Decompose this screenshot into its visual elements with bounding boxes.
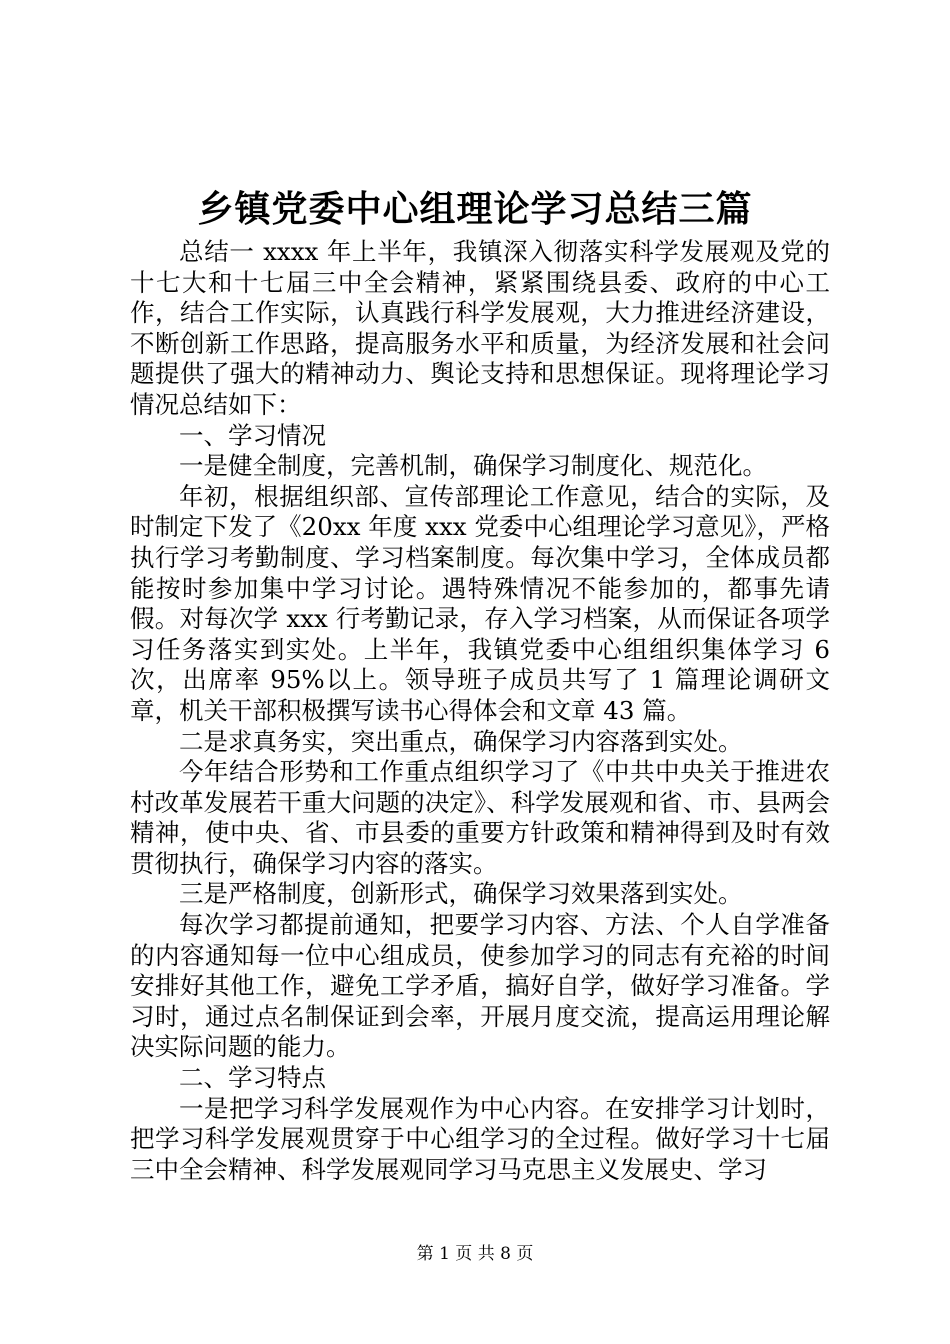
subheading-system: 一是健全制度，完善机制，确保学习制度化、规范化。 [179, 451, 767, 481]
subheading-effect: 三是严格制度，创新形式，确保学习效果落到实处。 [179, 879, 743, 909]
paragraph-intro: 总结一 xxxx 年上半年，我镇深入彻落实科学发展观及党的十七大和十七届三中全会精神，紧紧围绕县委、政府的中心工作，结合工作实际，认真践行科学发展观，大力推进经济建设，不断创新工作思路，提高服务水平和质量，为经济发展和社会问题提供了强大的精神动力、舆论支持和思想保证。现将理论学习情况总结如下： [130, 237, 830, 419]
section-heading-study-situation: 一、学习情况 [179, 420, 326, 450]
document-title: 乡镇党委中心组理论学习总结三篇 [197, 188, 753, 230]
paragraph-effect-detail: 每次学习都提前通知，把要学习内容、方法、个人自学准备的内容通知每一位中心组成员，使参加学习的同志有充裕的时间安排好其他工作，避免工学矛盾，搞好自学，做好学习准备。学习时，通过点名制保证到会率，开展月度交流，提高运用理论解决实际问题的能力。 [130, 910, 830, 1062]
paragraph-features-detail: 一是把学习科学发展观作为中心内容。在安排学习计划时，把学习科学发展观贯穿于中心组学习的全过程。做好学习十七届三中全会精神、科学发展观同学习马克思主义发展史、学习 [130, 1093, 830, 1184]
subheading-content: 二是求真务实，突出重点，确保学习内容落到实处。 [179, 726, 743, 756]
paragraph-system-detail: 年初，根据组织部、宣传部理论工作意见，结合的实际，及时制定下发了《20xx 年度 xxx 党委中心组理论学习意见》，严格执行学习考勤制度、学习档案制度。每次集中学习，全体成员都能按时参加集中学习讨论。遇特殊情况不能参加的，都事先请假。对每次学 xxx 行考勤记录，存入学习档案，从而保证各项学习任务落实到实处。上半年，我镇党委中心组组织集体学习 6 次，出席率 95%以上。领导班子成员共写了 1 篇理论调研文章，机关干部积极撰写读书心得体会和文章 43 篇。 [130, 481, 830, 725]
page-footer: 第 1 页 共 8 页 [416, 1244, 534, 1264]
document-body [130, 237, 830, 1185]
paragraph-content-detail: 今年结合形势和工作重点组织学习了《中共中央关于推进农村改革发展若干重大问题的决定》、科学发展观和省、市、县两会精神，使中央、省、市县委的重要方针政策和精神得到及时有效贯彻执行，确保学习内容的落实。 [130, 757, 830, 878]
section-heading-study-features: 二、学习特点 [179, 1063, 326, 1093]
